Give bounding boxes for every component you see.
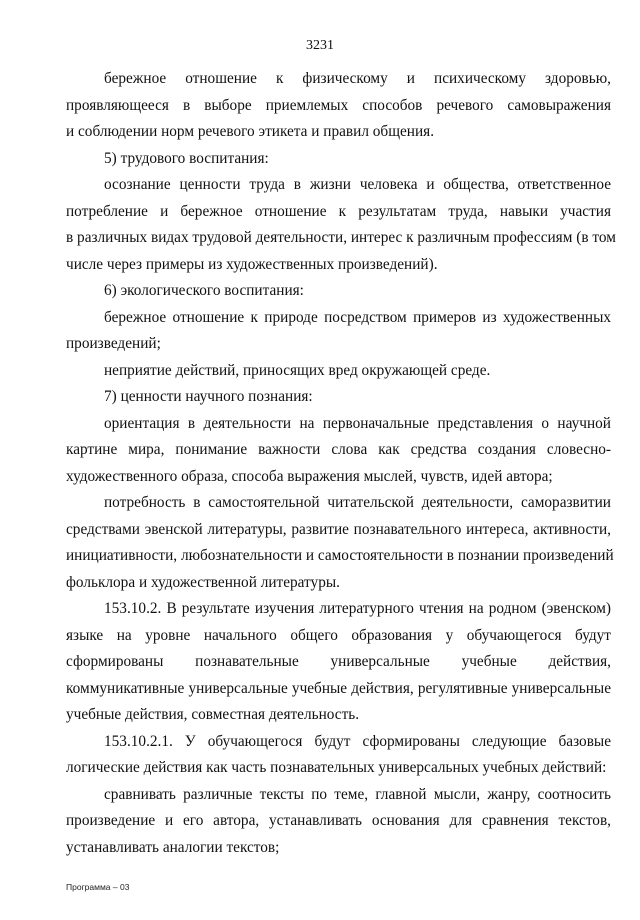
- page-footer: Программа – 03: [66, 882, 130, 892]
- text-line: ориентация в деятельности на первоначальные представления о научной: [104, 414, 611, 432]
- text-line: сравнивать различные тексты по теме, главной мысли, жанру, соотносить: [104, 785, 611, 803]
- text-line: 6) экологического воспитания:: [104, 282, 304, 299]
- text-line: проявляющееся в выборе приемлемых способов речевого самовыражения: [66, 96, 611, 114]
- text-line: инициативности, любознательности и самостоятельности в познании произведений: [66, 547, 614, 564]
- text-line: потребность в самостоятельной читательской деятельности, саморазвитии: [104, 494, 611, 511]
- text-line: 7) ценности научного познания:: [104, 388, 313, 405]
- text-line: учебные действия, совместная деятельность.: [66, 706, 360, 723]
- text-line: сформированы познавательные универсальные учебные действия,: [66, 653, 611, 670]
- paragraph: [66, 729, 611, 782]
- text-line: осознание ценности труда в жизни человека и общества, ответственное: [104, 176, 611, 193]
- text-line: художественного образа, способа выражения мыслей, чувств, идей автора;: [66, 467, 553, 485]
- text-line: бережное отношение к физическому и психическому здоровью,: [104, 70, 611, 87]
- paragraph: [66, 596, 611, 729]
- paragraph: [66, 172, 616, 278]
- text-line: 5) трудового воспитания:: [104, 149, 269, 167]
- text-line: произведение и его автора, устанавливать основания для сравнения текстов,: [66, 812, 611, 829]
- paragraph: [66, 278, 611, 305]
- text-line: 153.10.2.1. У обучающегося будут сформированы следующие базовые: [104, 732, 611, 750]
- paragraph: [66, 384, 611, 411]
- text-line: в различных видах трудовой деятельности, интерес к различным профессиям (в том: [66, 229, 616, 246]
- paragraph: [66, 490, 614, 596]
- text-line: 153.10.2. В результате изучения литературного чтения на родном (эвенском): [104, 600, 611, 617]
- text-line: бережное отношение к природе посредством примеров из художественных: [104, 308, 611, 326]
- text-line: и соблюдении норм речевого этикета и правил общения.: [66, 123, 435, 140]
- paragraph: [66, 305, 611, 358]
- paragraph: [66, 782, 611, 862]
- text-line: картине мира, понимание важности слова как средства создания словесно-: [66, 441, 611, 458]
- text-line: языке на уровне начального общего образования у обучающегося будут: [66, 626, 611, 644]
- text-line: средствами эвенской литературы, развитие познавательного интереса, активности,: [66, 520, 611, 538]
- text-line: фольклора и художественной литературы.: [66, 573, 340, 591]
- text-line: логические действия как часть познавательных универсальных учебных действий:: [66, 759, 607, 776]
- document-body: [66, 66, 616, 861]
- page-number: 3231: [306, 38, 334, 53]
- text-line: потребление и бережное отношение к результатам труда, навыки участия: [66, 202, 611, 220]
- paragraph: [66, 358, 611, 385]
- paragraph: [66, 411, 611, 491]
- text-line: коммуникативные универсальные учебные действия, регулятивные универсальные: [66, 679, 611, 697]
- paragraph: [66, 66, 611, 146]
- text-line: числе через примеры из художественных произведений).: [66, 255, 438, 273]
- text-line: произведений;: [66, 335, 161, 352]
- text-line: устанавливать аналогии текстов;: [66, 838, 280, 856]
- paragraph: [66, 146, 611, 173]
- text-line: неприятие действий, приносящих вред окружающей среде.: [104, 361, 491, 379]
